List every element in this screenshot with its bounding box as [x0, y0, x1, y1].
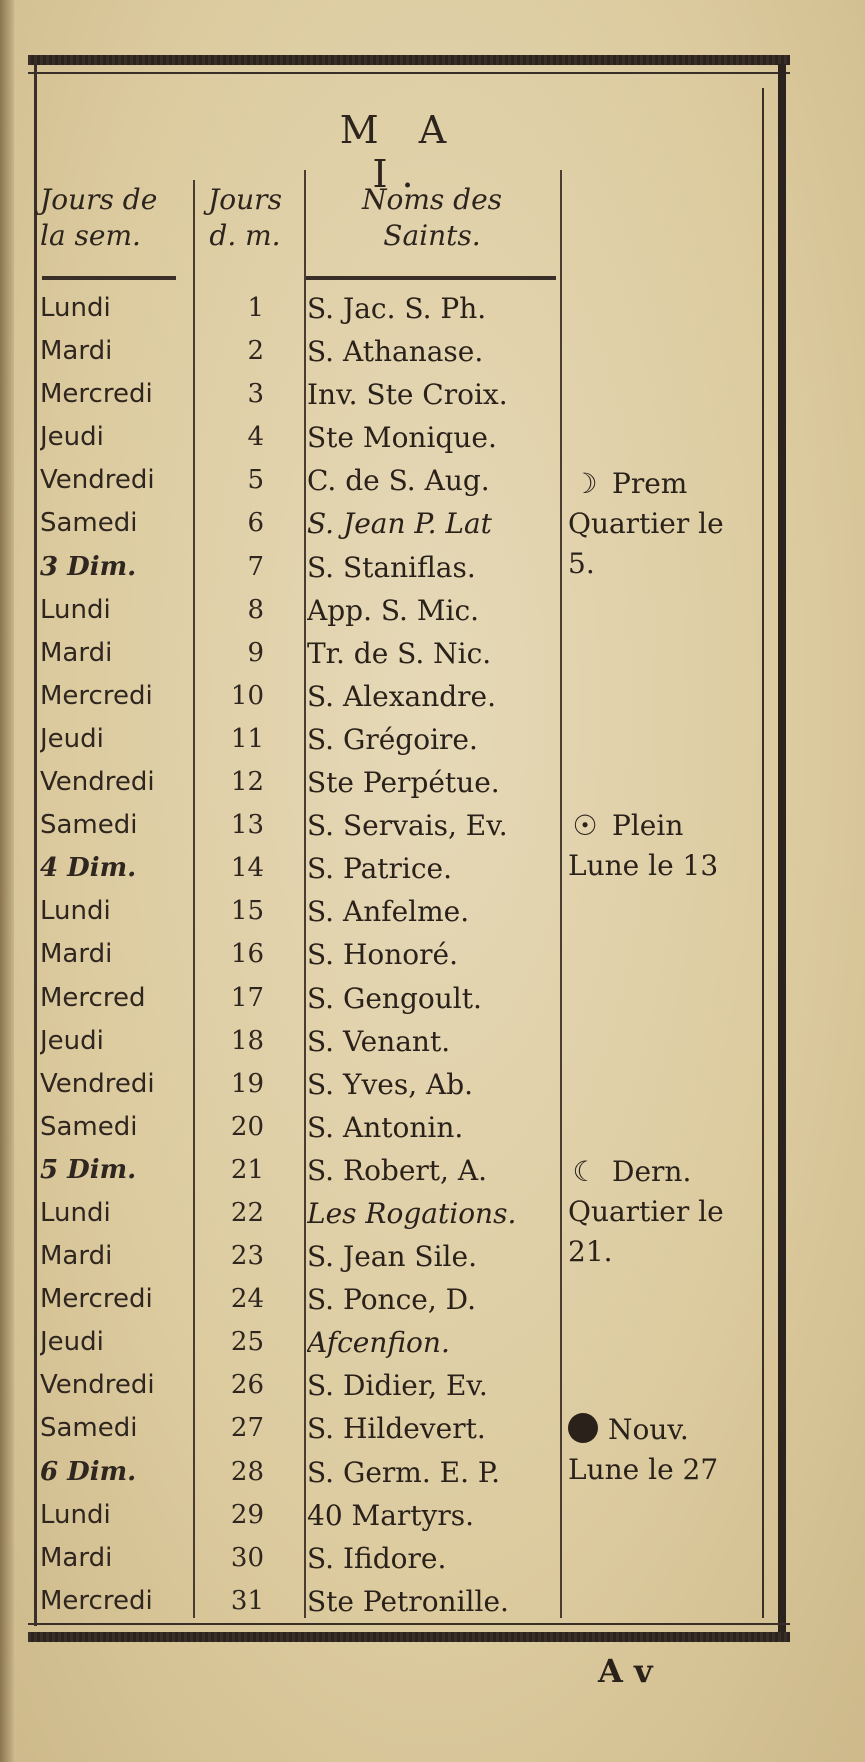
saint-cell: S. Robert, A.: [307, 1153, 487, 1187]
table-row: [0, 1278, 865, 1321]
date-cell: 22: [230, 1197, 264, 1228]
saint-cell: Afcenfion.: [307, 1326, 450, 1360]
weekday-cell: Jeudi: [40, 422, 104, 453]
weekday-cell: Vendredi: [40, 767, 155, 798]
weekday-cell: Mardi: [40, 939, 113, 970]
table-row: [0, 1364, 865, 1407]
saint-cell: S. Venant.: [307, 1024, 451, 1058]
date-cell: 5: [247, 465, 264, 496]
table-row: [0, 761, 865, 804]
weekday-cell: Mercredi: [40, 1284, 153, 1315]
header-dom-line1: Jours: [208, 183, 282, 216]
table-row: [0, 933, 865, 976]
moon-last-quarter: [568, 1152, 763, 1272]
header-dom-line2: d. m.: [209, 219, 281, 252]
moon-full: [568, 806, 763, 886]
weekday-cell: Mardi: [40, 637, 113, 668]
table-row: [0, 373, 865, 416]
sunday-cell: 4 Dim.: [40, 853, 137, 884]
table-row: [0, 416, 865, 459]
weekday-cell: Lundi: [40, 293, 111, 323]
saint-cell: Les Rogations.: [307, 1196, 517, 1230]
table-row: [0, 1020, 865, 1063]
saint-cell: App. S. Mic.: [307, 593, 480, 627]
header-days-of-week: [40, 182, 190, 254]
weekday-cell: Vendredi: [40, 1370, 155, 1401]
saint-cell: Inv. Ste Croix.: [307, 378, 508, 412]
sunday-cell: 3 Dim.: [40, 551, 137, 582]
date-cell: 27: [230, 1413, 264, 1444]
date-cell: 3: [247, 379, 264, 410]
date-cell: 17: [230, 982, 264, 1013]
table-row: [0, 589, 865, 632]
weekday-cell: Jeudi: [40, 1327, 104, 1358]
moon-first-line2: Quartier le: [568, 507, 724, 540]
weekday-cell: Mardi: [40, 1241, 113, 1272]
new-moon-icon: [568, 1413, 598, 1443]
header-days-of-month: [197, 182, 293, 254]
table-row: [0, 632, 865, 675]
table-row: [0, 890, 865, 933]
table-row: [0, 330, 865, 373]
weekday-cell: Mercredi: [40, 379, 153, 410]
date-cell: 25: [230, 1327, 264, 1358]
header-underline-days: [42, 276, 176, 280]
date-cell: 1: [247, 293, 264, 323]
weekday-cell: Mercred: [40, 982, 146, 1013]
saint-cell: S. Gengoult.: [307, 981, 482, 1015]
table-row: [0, 675, 865, 718]
weekday-cell: Jeudi: [40, 723, 104, 754]
header-names-line1: Noms des: [361, 183, 503, 216]
saint-cell: C. de S. Aug.: [307, 464, 490, 498]
weekday-cell: Mardi: [40, 336, 113, 367]
saint-cell: S. Honoré.: [307, 938, 459, 972]
weekday-cell: Lundi: [40, 896, 111, 927]
table-row: [0, 718, 865, 761]
date-cell: 11: [230, 723, 264, 754]
saint-cell: S. Athanase.: [307, 335, 484, 369]
bottom-border-thick: [28, 1632, 790, 1642]
weekday-cell: Lundi: [40, 1197, 111, 1228]
header-underline-names: [306, 276, 556, 280]
date-cell: 26: [230, 1370, 264, 1401]
signature-mark: A v: [598, 1652, 653, 1690]
sunday-cell: 5 Dim.: [40, 1154, 137, 1185]
table-row: [0, 1106, 865, 1149]
weekday-cell: Mardi: [40, 1542, 113, 1573]
date-cell: 24: [230, 1284, 264, 1315]
moon-new-line2: Lune le 27: [568, 1453, 719, 1486]
weekday-cell: Lundi: [40, 1499, 111, 1530]
weekday-cell: Lundi: [40, 594, 111, 625]
date-cell: 20: [230, 1111, 264, 1142]
moon-full-line2: Lune le 13: [568, 849, 719, 882]
weekday-cell: Vendredi: [40, 1068, 155, 1099]
saint-cell: S. Anfelme.: [307, 895, 470, 929]
saint-cell: S. Grégoire.: [307, 722, 478, 756]
saint-cell: 40 Martyrs.: [307, 1498, 475, 1532]
moon-new-label: Nouv.: [608, 1413, 689, 1446]
moon-last-line3: 21.: [568, 1235, 613, 1268]
saint-cell: S. Ponce, D.: [307, 1283, 476, 1317]
date-cell: 12: [230, 767, 264, 798]
weekday-cell: Samedi: [40, 508, 138, 539]
table-row: [0, 1580, 865, 1623]
saint-cell: Ste Perpétue.: [307, 766, 500, 800]
top-border-thick: [28, 55, 790, 65]
saint-cell: S. Staniflas.: [307, 550, 476, 584]
date-cell: 29: [230, 1499, 264, 1530]
date-cell: 19: [230, 1068, 264, 1099]
date-cell: 28: [230, 1456, 264, 1487]
date-cell: 8: [247, 594, 264, 625]
weekday-cell: Mercredi: [40, 680, 153, 711]
date-cell: 23: [230, 1241, 264, 1272]
date-cell: 16: [230, 939, 264, 970]
table-row: [0, 1494, 865, 1537]
page-title: M A I.: [339, 108, 461, 196]
last-quarter-moon-icon: ☾: [572, 1155, 598, 1188]
date-cell: 7: [247, 551, 264, 582]
saint-cell: S. Patrice.: [307, 852, 453, 886]
saint-cell: S. Didier, Ev.: [307, 1369, 488, 1403]
date-cell: 30: [230, 1542, 264, 1573]
weekday-cell: Jeudi: [40, 1025, 104, 1056]
date-cell: 14: [230, 853, 264, 884]
moon-last-label: Dern.: [612, 1155, 692, 1188]
date-cell: 21: [230, 1154, 264, 1185]
saint-cell: Ste Monique.: [307, 421, 497, 455]
sunday-cell: 6 Dim.: [40, 1456, 137, 1487]
header-days-line2: la sem.: [40, 219, 141, 252]
saint-cell: Tr. de S. Nic.: [307, 636, 492, 670]
saint-cell: S. Germ. E. P.: [307, 1455, 500, 1489]
date-cell: 10: [230, 680, 264, 711]
weekday-cell: Samedi: [40, 1413, 138, 1444]
saint-cell: Ste Petronille.: [307, 1584, 509, 1618]
saint-cell: S. Hildevert.: [307, 1412, 486, 1446]
date-cell: 18: [230, 1025, 264, 1056]
saint-cell: S. Jac. S. Ph.: [307, 292, 487, 325]
moon-first-quarter: [568, 464, 763, 584]
moon-full-label: Plein: [612, 809, 684, 842]
moon-first-label: Prem: [612, 467, 688, 500]
first-quarter-moon-icon: ☽: [572, 467, 598, 500]
saint-cell: S. Ifidore.: [307, 1541, 447, 1575]
weekday-cell: Samedi: [40, 810, 138, 841]
bottom-border-thin: [28, 1623, 790, 1625]
saint-cell: S. Alexandre.: [307, 679, 497, 713]
saint-cell: S. Jean P. Lat: [307, 507, 492, 541]
date-cell: 31: [230, 1585, 264, 1616]
weekday-cell: Samedi: [40, 1111, 138, 1142]
saint-cell: S. Yves, Ab.: [307, 1067, 474, 1101]
date-cell: 2: [247, 336, 264, 367]
date-cell: 15: [230, 896, 264, 927]
weekday-cell: Mercredi: [40, 1585, 153, 1616]
table-row: [0, 977, 865, 1020]
table-row: [0, 1537, 865, 1580]
moon-first-line3: 5.: [568, 547, 595, 580]
table-row: [0, 1063, 865, 1106]
table-row: [0, 287, 865, 330]
header-saint-names: [312, 182, 552, 254]
date-cell: 13: [230, 810, 264, 841]
table-row: [0, 1321, 865, 1364]
moon-new: [568, 1410, 763, 1490]
header-days-line1: Jours de: [40, 183, 158, 216]
date-cell: 6: [247, 508, 264, 539]
full-moon-icon: ☉: [572, 809, 598, 842]
date-cell: 4: [247, 422, 264, 453]
date-cell: 9: [247, 637, 264, 668]
moon-last-line2: Quartier le: [568, 1195, 724, 1228]
saint-cell: S. Servais, Ev.: [307, 809, 508, 843]
weekday-cell: Vendredi: [40, 465, 155, 496]
header-names-line2: Saints.: [383, 219, 481, 252]
saint-cell: S. Jean Sile.: [307, 1240, 477, 1274]
top-border-thin: [28, 72, 790, 74]
saint-cell: S. Antonin.: [307, 1110, 464, 1144]
